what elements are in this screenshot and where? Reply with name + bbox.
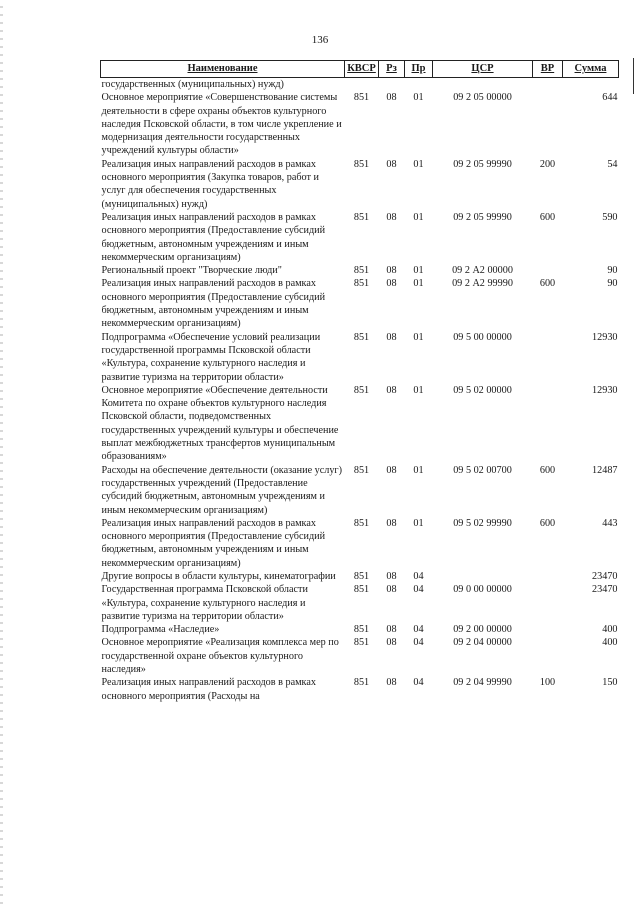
table-row: [101, 211, 619, 264]
cell-sum: 90: [607, 265, 618, 277]
header-csr: ЦСР: [433, 61, 533, 78]
header-vr: ВР: [533, 61, 563, 78]
cell-sum: 644: [602, 92, 618, 104]
cell-vr: 200: [539, 158, 556, 170]
cell-rz: 08: [386, 624, 397, 636]
cell-rz: 08: [386, 331, 397, 343]
table-header-row: [101, 61, 619, 78]
cell-csr: 09 2 05 00000: [453, 92, 512, 104]
cell-csr: 09 2 04 00000: [453, 637, 512, 649]
cell-name: Основное мероприятие «Реализация комплекса мер по государственной охране объектов культурного наследия»: [101, 637, 339, 676]
cell-csr: 09 2 00 00000: [453, 624, 512, 636]
cell-vr: [533, 636, 563, 676]
cell-kvsr: 851: [353, 278, 370, 290]
cell-kvsr: 851: [353, 265, 370, 277]
cell-kvsr: 851: [353, 92, 370, 104]
cell-kvsr: 851: [353, 517, 370, 529]
cell-csr: 09 2 А2 00000: [452, 265, 513, 277]
cell-csr: [433, 570, 533, 583]
cell-name: Государственная программа Псковской области «Культура, сохранение культурного наследия и развитие туризма на территории области»: [101, 584, 308, 622]
cell-sum: 400: [602, 637, 618, 649]
cell-name: Расходы на обеспечение деятельности (оказание услуг) государственных учреждений (Предоставление субсидий бюджетным, автономным учреждениям и иным некоммерческим организациям): [101, 464, 343, 516]
cell-pr: 04: [413, 570, 424, 582]
cell-rz: 08: [386, 278, 397, 290]
header-pr: Пр: [405, 61, 433, 78]
cell-rz: 08: [386, 384, 397, 396]
cell-pr: 01: [413, 92, 424, 104]
cell-rz: 08: [386, 464, 397, 476]
cell-csr: 09 2 05 99990: [453, 211, 512, 223]
cell-csr: 09 5 02 99990: [453, 517, 512, 529]
cell-name: Реализация иных направлений расходов в рамках основного мероприятия (Предоставление субсидий бюджетным, автономным учреждениям и иным некоммерческим организациям): [101, 517, 326, 569]
header-rz: Рз: [379, 61, 405, 78]
cell-csr: 09 0 00 00000: [453, 584, 512, 596]
cell-rz: 08: [386, 158, 397, 170]
continued-text: государственных (муниципальных) нужд): [101, 79, 284, 90]
cell-name: Основное мероприятие «Обеспечение деятельности Комитета по охране объектов культурного наследия Псковской области, подведомственных государственных учреждений культуры и обеспечение выплат межбюджетных трансфертов муниципальным образованиям»: [101, 384, 339, 463]
cell-pr: 01: [413, 384, 424, 396]
cell-name: Реализация иных направлений расходов в рамках основного мероприятия (Предоставление субсидий бюджетным, автономным учреждениям и иным некоммерческим организациям): [101, 211, 326, 263]
cell-rz: 08: [386, 265, 397, 277]
table-row: [101, 91, 619, 157]
cell-kvsr: 851: [353, 331, 370, 343]
cell-name: Реализация иных направлений расходов в рамках основного мероприятия (Предоставление субсидий бюджетным, автономным учреждениям и иным некоммерческим организациям): [101, 278, 326, 330]
table-row: [101, 570, 619, 583]
cell-csr: 09 5 00 00000: [453, 331, 512, 343]
cell-sum: 400: [602, 624, 618, 636]
table-row: [101, 277, 619, 330]
cell-vr: 600: [539, 517, 556, 529]
cell-pr: 01: [413, 211, 424, 223]
cell-kvsr: 851: [353, 211, 370, 223]
cell-rz: 08: [386, 677, 397, 689]
cell-vr: 600: [539, 464, 556, 476]
cell-name: Региональный проект "Творческие люди": [101, 265, 282, 277]
cell-kvsr: 851: [353, 158, 370, 170]
cell-rz: 08: [386, 92, 397, 104]
table-row: [101, 636, 619, 676]
cell-kvsr: 851: [353, 464, 370, 476]
cell-pr: 01: [413, 158, 424, 170]
table-row: [101, 623, 619, 636]
cell-sum: 54: [607, 158, 618, 170]
cell-vr: [533, 623, 563, 636]
cell-rz: 08: [386, 211, 397, 223]
cell-pr: 01: [413, 278, 424, 290]
cell-pr: 01: [413, 331, 424, 343]
table-body: [101, 78, 619, 703]
page-number: 136: [311, 34, 329, 46]
cell-kvsr: 851: [353, 637, 370, 649]
table-row: [101, 158, 619, 211]
cell-vr: [533, 583, 563, 623]
scan-edge-right: [633, 58, 634, 94]
cell-sum: 90: [607, 278, 618, 290]
cell-rz: 08: [386, 570, 397, 582]
cell-csr: 09 5 02 00000: [453, 384, 512, 396]
cell-sum: 12930: [592, 331, 618, 343]
table-row: [101, 583, 619, 623]
scan-edge-left: [0, 0, 3, 905]
cell-csr: 09 5 02 00700: [453, 464, 512, 476]
cell-csr: 09 2 А2 99990: [452, 278, 513, 290]
cell-vr: [533, 264, 563, 277]
cell-pr: 04: [413, 677, 424, 689]
cell-kvsr: 851: [353, 677, 370, 689]
table-row-continued: [101, 78, 619, 92]
header-name: Наименование: [101, 61, 345, 78]
cell-sum: 12930: [592, 384, 618, 396]
header-sum: Сумма: [563, 61, 619, 78]
cell-kvsr: 851: [353, 624, 370, 636]
cell-sum: 12487: [592, 464, 618, 476]
cell-kvsr: 851: [353, 584, 370, 596]
cell-pr: 04: [413, 584, 424, 596]
cell-name: Реализация иных направлений расходов в рамках основного мероприятия (Закупка товаров, работ и услуг для обеспечения государственных (муниципальных) нужд): [101, 158, 319, 210]
cell-vr: [533, 570, 563, 583]
cell-vr: 600: [539, 211, 556, 223]
cell-rz: 08: [386, 517, 397, 529]
cell-sum: 443: [602, 517, 618, 529]
cell-rz: 08: [386, 637, 397, 649]
table-row: [101, 517, 619, 570]
table-row: [101, 464, 619, 517]
table-row: [101, 676, 619, 703]
cell-pr: 04: [413, 637, 424, 649]
cell-sum: 150: [602, 677, 618, 689]
cell-pr: 01: [413, 517, 424, 529]
cell-kvsr: 851: [353, 384, 370, 396]
budget-table: [100, 60, 619, 703]
cell-kvsr: 851: [353, 570, 370, 582]
cell-name: Основное мероприятие «Совершенствование системы деятельности в сфере охраны объектов культурного наследия Псковской области, в том числе укрепление и модернизация деятельности государственных учреждений культуры области»: [101, 92, 342, 157]
cell-pr: 01: [413, 265, 424, 277]
cell-csr: 09 2 04 99990: [453, 677, 512, 689]
cell-sum: 590: [602, 211, 618, 223]
cell-vr: 600: [539, 278, 556, 290]
table-row: [101, 384, 619, 464]
cell-vr: [533, 331, 563, 384]
table-row: [101, 331, 619, 384]
cell-vr: [533, 384, 563, 464]
cell-pr: 01: [413, 464, 424, 476]
cell-csr: 09 2 05 99990: [453, 158, 512, 170]
cell-sum: 23470: [592, 570, 618, 582]
cell-name: Подпрограмма «Наследие»: [101, 624, 220, 636]
table-row: [101, 264, 619, 277]
cell-name: Другие вопросы в области культуры, кинематографии: [101, 570, 336, 582]
header-kvsr: КВСР: [345, 61, 379, 78]
cell-vr: 100: [539, 677, 556, 689]
cell-name: Реализация иных направлений расходов в рамках основного мероприятия (Расходы на: [101, 677, 316, 702]
cell-name: Подпрограмма «Обеспечение условий реализации государственной программы Псковской области «Культура, сохранение культурного наследия и развитие туризма на территории области»: [101, 331, 321, 383]
cell-pr: 04: [413, 624, 424, 636]
cell-rz: 08: [386, 584, 397, 596]
cell-vr: [533, 91, 563, 157]
cell-sum: 23470: [592, 584, 618, 596]
